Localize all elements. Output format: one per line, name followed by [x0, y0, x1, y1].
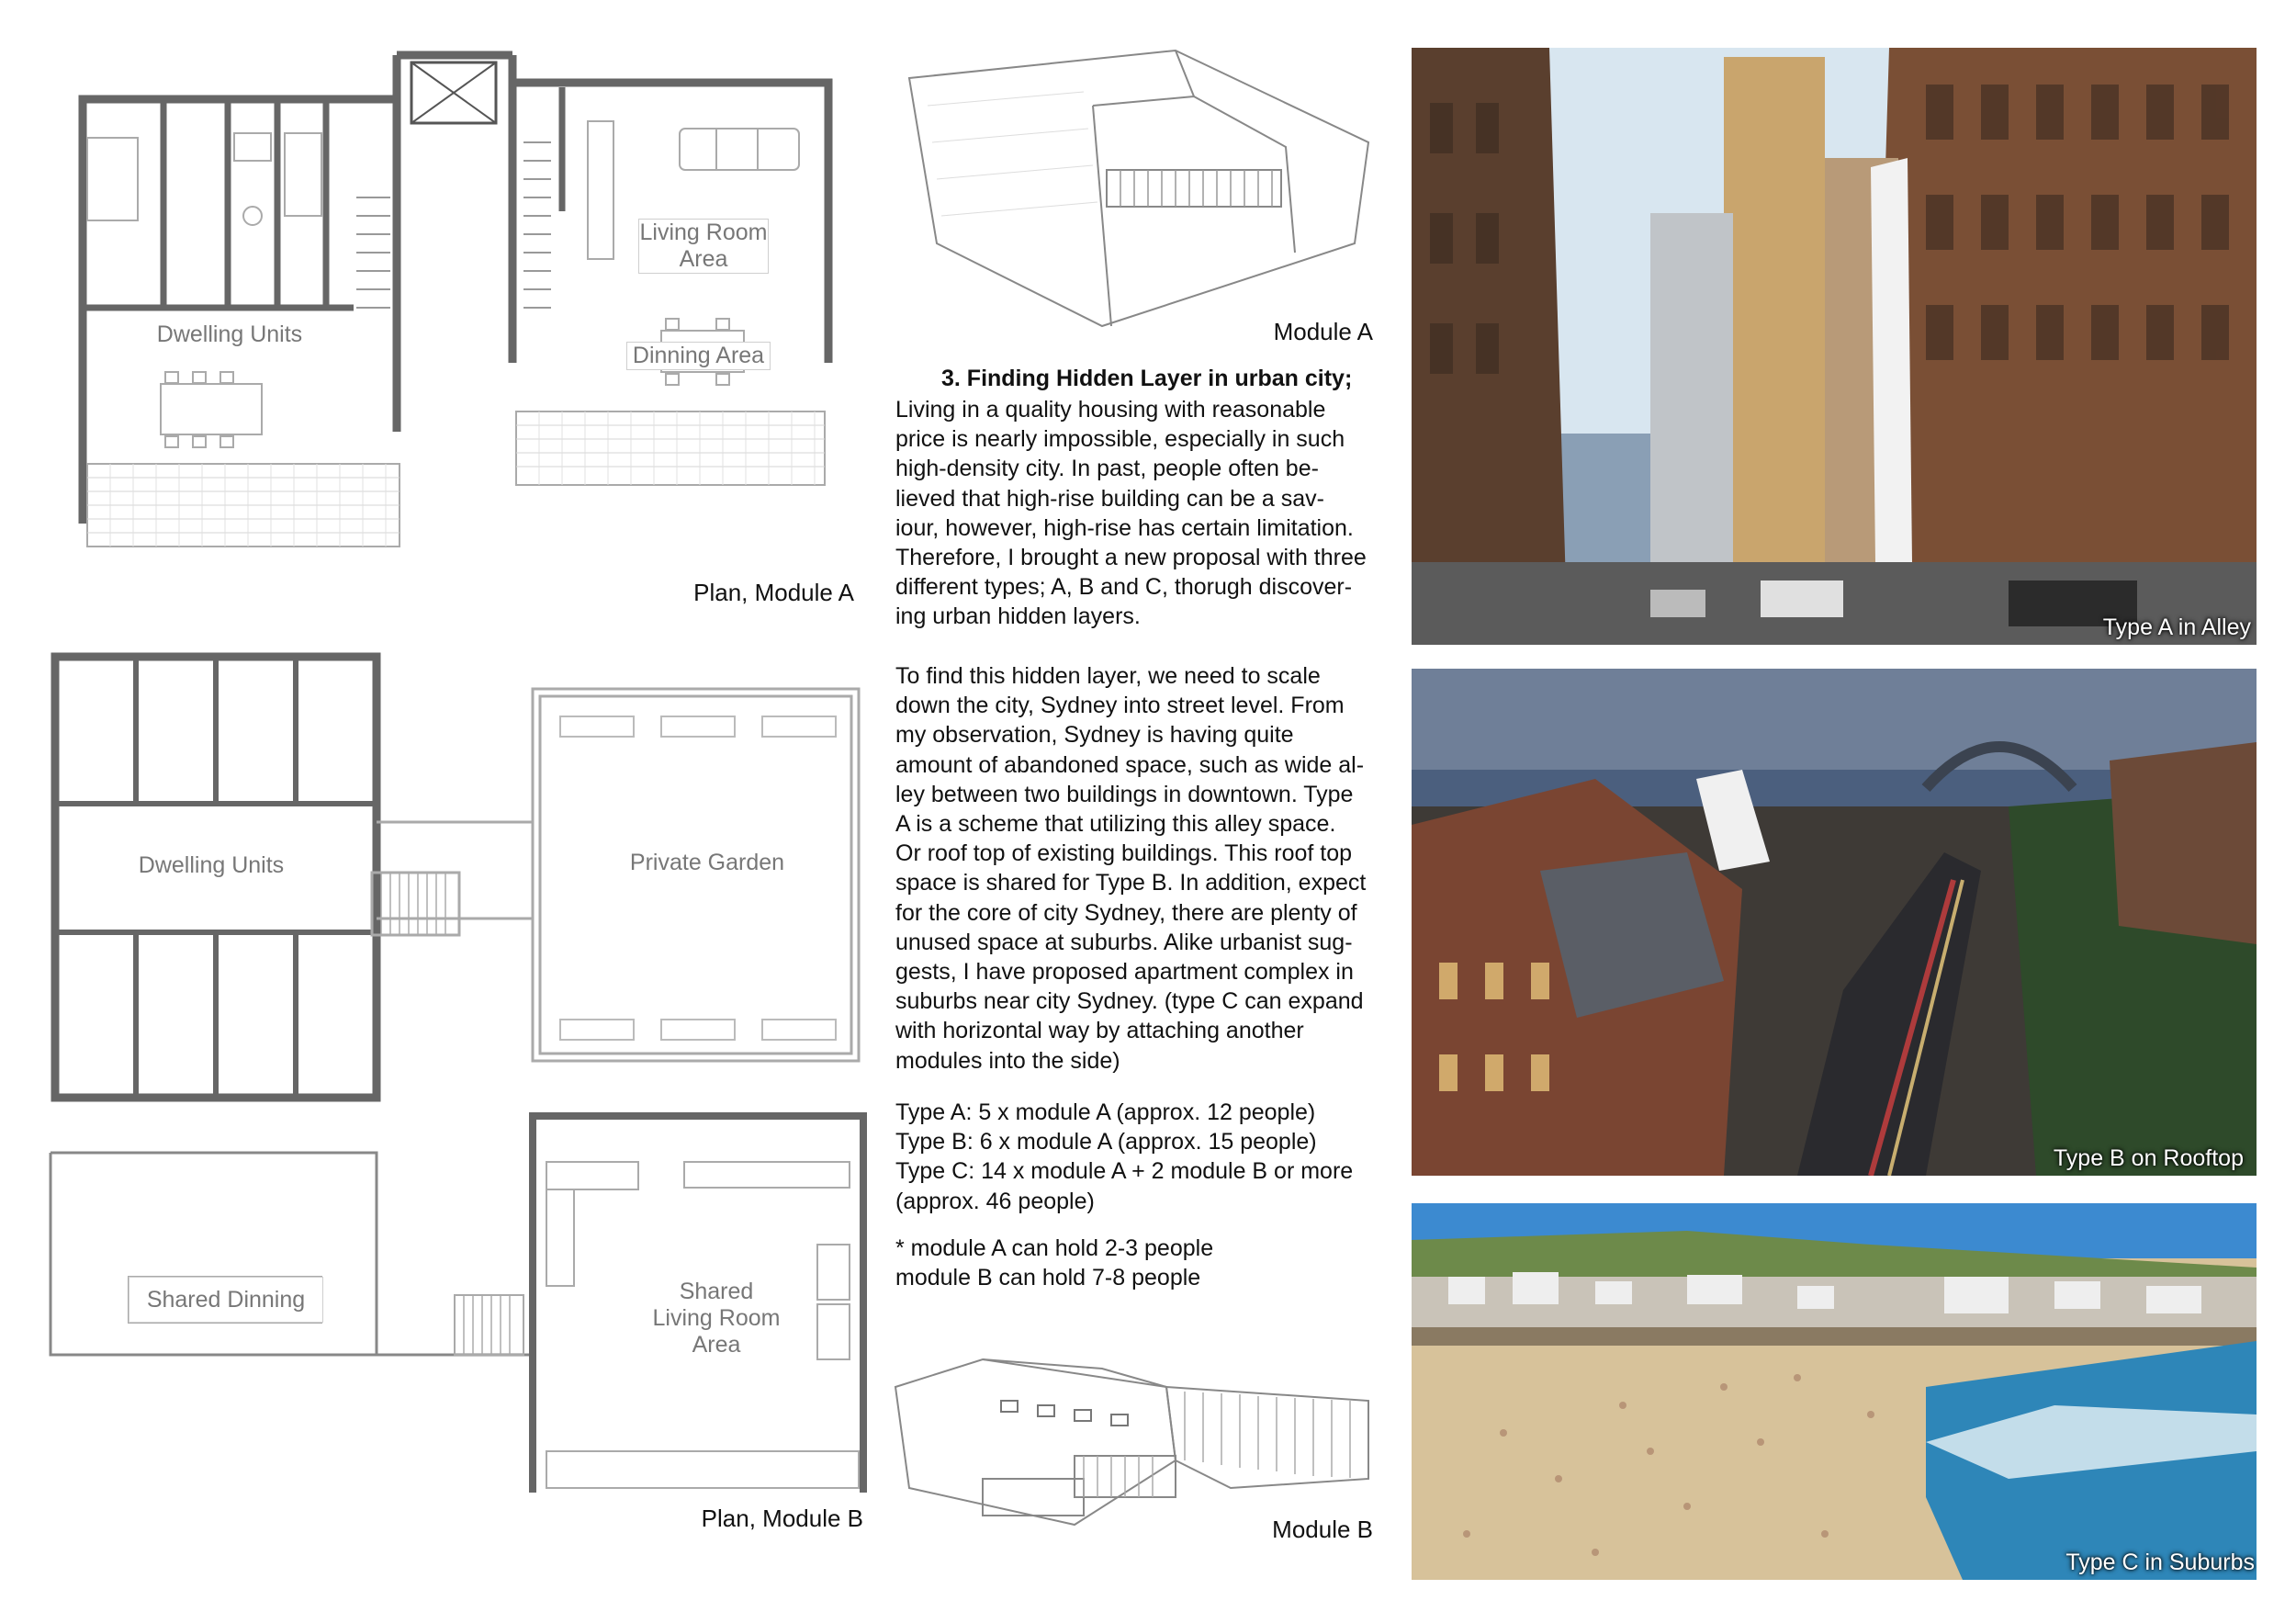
module-b-caption: Module B: [1272, 1516, 1373, 1543]
plan-b-shared-dining-label: Shared Dinning: [129, 1277, 323, 1323]
article-types: Type A: 5 x module A (approx. 12 people) Type B: 6 x module A (approx. 15 people) Type C: 14 x module A + 2 module B or more (approx. 46 people): [895, 1099, 1354, 1214]
photo-rooftop-caption: Type B on Rooftop: [2053, 1145, 2244, 1171]
plan-module-b: [46, 643, 872, 1502]
plan-b-drawing: [46, 643, 872, 1502]
module-a-caption: Module A: [1273, 318, 1373, 345]
plan-b-garden-label: Private Garden: [629, 850, 785, 875]
article-heading: 3. Finding Hidden Layer in urban city;: [941, 366, 1353, 391]
article-note: * module A can hold 2-3 people module B can hold 7-8 people: [895, 1235, 1214, 1291]
plan-a-dining-label: Dinning Area: [626, 342, 771, 370]
photo-alley-caption: Type A in Alley: [2102, 614, 2251, 640]
photo-type-c-suburbs: [1412, 1203, 2257, 1580]
plan-b-dwelling-label: Dwelling Units: [138, 852, 285, 878]
article-paragraph-1: Living in a quality housing with reasonable price is nearly impossible, especially in such high-density city. In past, people often be- lieved that high-rise building can be a sav- iour, however, high-rise has certain limitation. Therefore, I brought a new proposal with three different types; A, B and C, thorugh discover- ing urban hidden layers.: [895, 397, 1367, 630]
plan-a-living-label: Living Room Area: [639, 220, 768, 272]
plan-b-shared-living-label: Shared Living Room Area: [652, 1279, 781, 1358]
photo-type-a-alley: [1412, 48, 2257, 645]
plan-module-a: [73, 46, 845, 579]
plan-a-caption: Plan, Module A: [693, 579, 854, 606]
article-paragraph-2: To find this hidden layer, we need to scale down the city, Sydney into street level. From my observation, Sydney is having quite amount of abandoned space, such as wide al- ley between two buildings in downtown. Type A is a scheme that utilizing this alley space. Or roof top of existing buildings. This roof top space is shared for Type B. In addition, expect for the core of city Sydney, there are plenty of unused space at suburbs. Alike urbanist sug- gests, I have proposed apartment complex in suburbs near city Sydney. (type C can expand with horizontal way by attaching another modules into the side): [895, 663, 1367, 1074]
module-b-drawing: [891, 1350, 1378, 1534]
plan-a-dwelling-label: Dwelling Units: [156, 321, 303, 347]
module-a-drawing: [900, 41, 1378, 335]
plan-a-drawing: [73, 46, 845, 579]
photo-suburbs-caption: Type C in Suburbs: [2065, 1550, 2255, 1575]
plan-b-caption: Plan, Module B: [701, 1505, 863, 1532]
photo-type-b-rooftop: [1412, 669, 2257, 1176]
